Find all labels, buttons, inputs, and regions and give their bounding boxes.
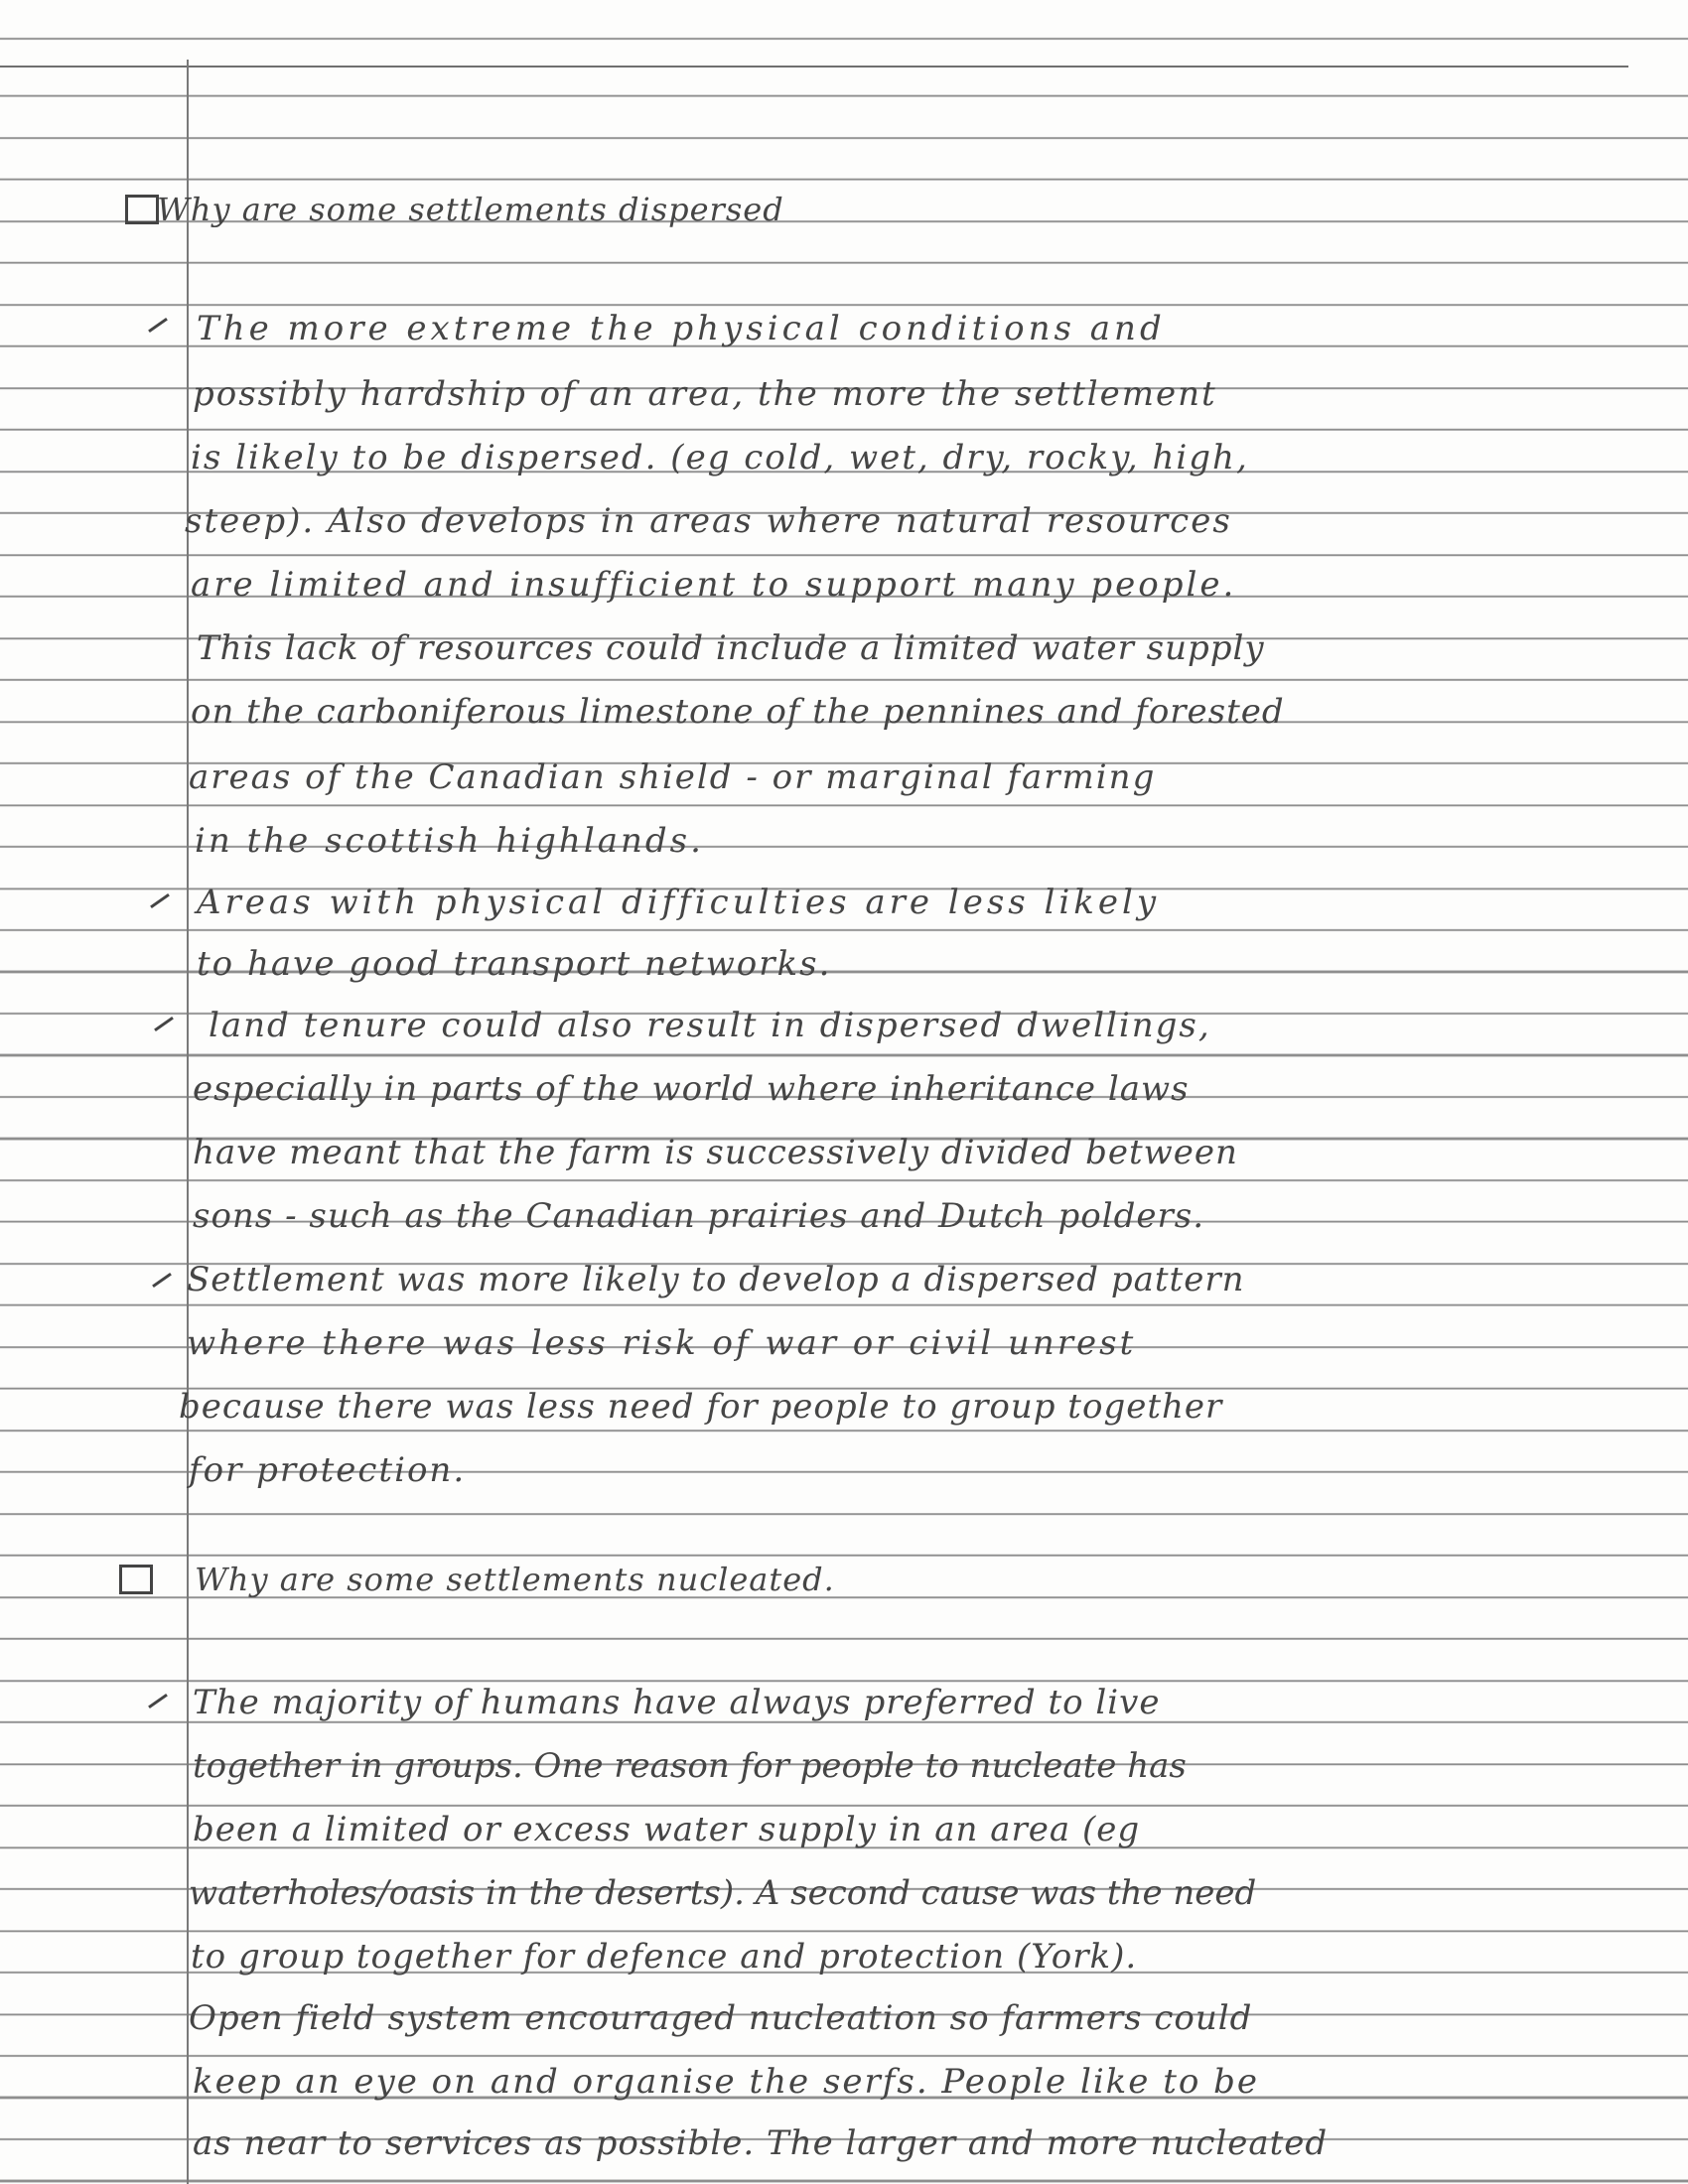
text-line: especially in parts of the world where inheritance laws: [193, 1069, 1190, 1109]
heading-dispersed: Why are some settlements dispersed: [157, 191, 784, 228]
text-line: have meant that the farm is successively divided between: [193, 1133, 1238, 1172]
top-rule: [0, 66, 1628, 68]
text-line: because there was less need for people to group together: [179, 1387, 1223, 1427]
text-line: keep an eye on and organise the serfs. People like to be: [193, 2062, 1260, 2102]
text-line: sons - such as the Canadian prairies and Dutch polders.: [193, 1196, 1205, 1236]
heading-nucleated: Why are some settlements nucleated.: [195, 1561, 835, 1598]
margin-line: [187, 60, 189, 2184]
text-line: been a limited or excess water supply in an area (eg: [193, 1810, 1141, 1849]
text-line: together in groups. One reason for people to nucleate has: [193, 1746, 1187, 1786]
tick-mark-icon: [148, 1694, 168, 1708]
text-line: steep). Also develops in areas where natural resources: [185, 501, 1232, 541]
text-line: is likely to be dispersed. (eg cold, wet, dry, rocky, high,: [191, 438, 1249, 478]
text-line: Settlement was more likely to develop a dispersed pattern: [187, 1260, 1245, 1299]
text-line: land tenure could also result in dispersed dwellings,: [209, 1006, 1211, 1045]
text-line: where there was less risk of war or civil unrest: [187, 1323, 1137, 1363]
tick-mark-icon: [152, 1273, 172, 1288]
tick-mark-icon: [150, 893, 170, 908]
text-line: for protection.: [189, 1450, 467, 1490]
text-line: possibly hardship of an area, the more the settlement: [193, 374, 1217, 414]
text-line: are limited and insufficient to support many people.: [191, 565, 1237, 605]
text-line: areas of the Canadian shield - or marginal farming: [189, 757, 1157, 797]
checkbox-icon: [125, 195, 159, 224]
text-line: to have good transport networks.: [197, 944, 832, 984]
text-line: Areas with physical difficulties are less likely: [197, 883, 1161, 922]
tick-mark-icon: [148, 318, 168, 333]
tick-mark-icon: [154, 1017, 174, 1031]
text-line: The more extreme the physical conditions and: [197, 309, 1166, 348]
checkbox-icon: [119, 1565, 153, 1594]
text-line: Open field system encouraged nucleation so farmers could: [189, 1998, 1253, 2038]
text-line: on the carboniferous limestone of the pennines and forested: [191, 692, 1285, 732]
text-line: to group together for defence and protection (York).: [191, 1937, 1138, 1977]
text-line: as near to services as possible. The larger and more nucleated: [193, 2123, 1329, 2163]
text-line: The majority of humans have always preferred to live: [193, 1683, 1161, 1722]
text-line: in the scottish highlands.: [195, 821, 704, 861]
text-line: waterholes/oasis in the deserts). A second cause was the need: [189, 1873, 1257, 1913]
text-line: This lack of resources could include a limited water supply: [197, 628, 1265, 668]
